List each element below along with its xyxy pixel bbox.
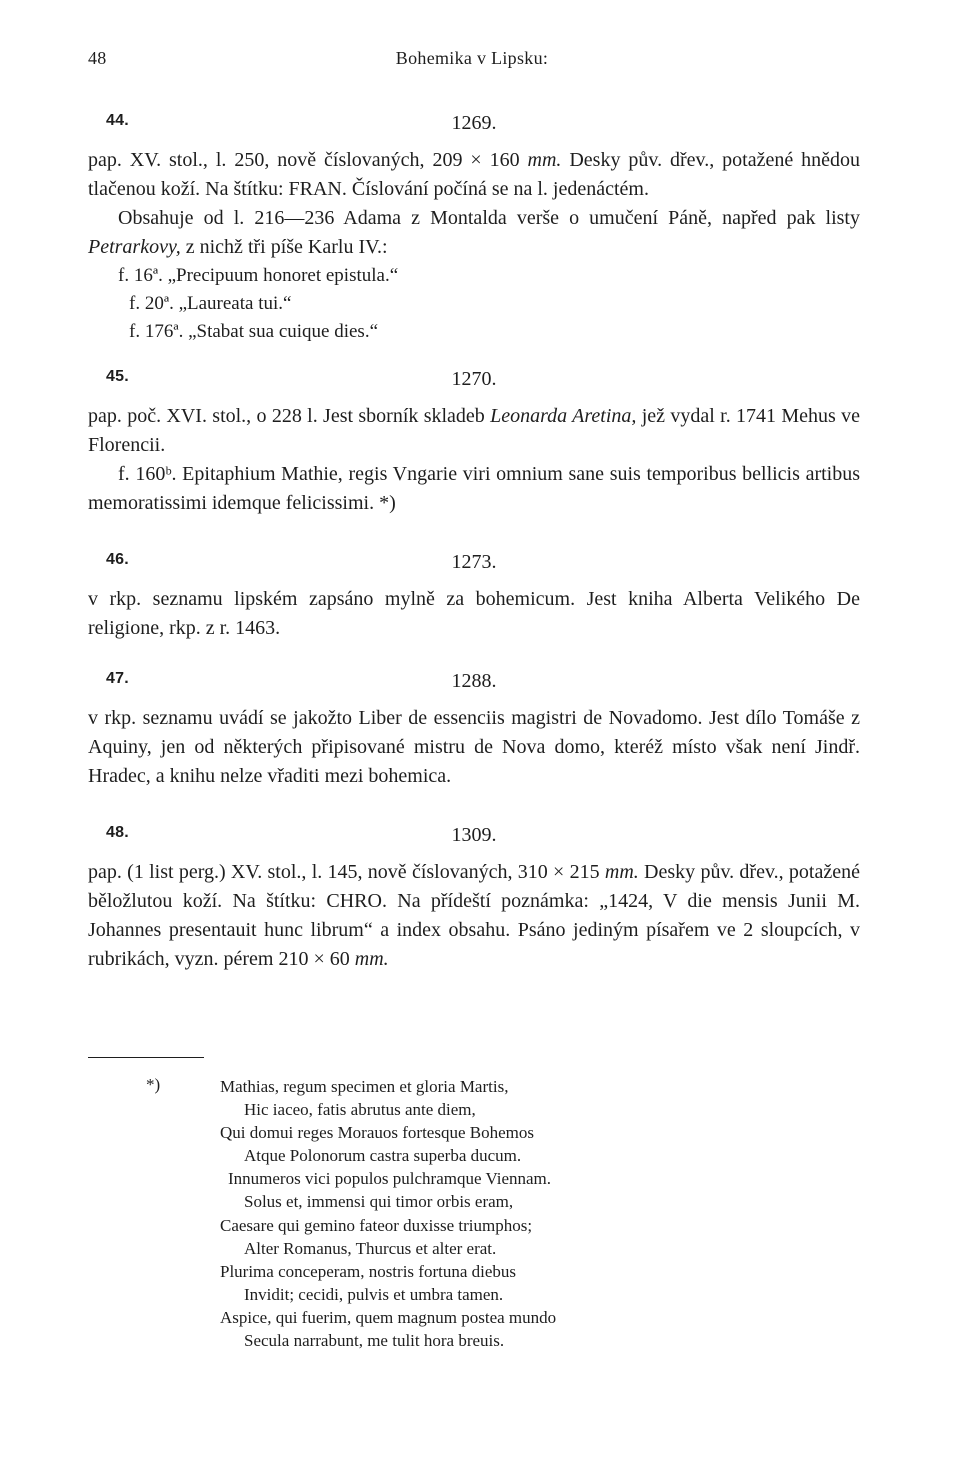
entry-spacer [88,518,860,551]
entry-paragraph [88,585,860,643]
entry-number: 45. [106,368,129,385]
text-segment: pap. poč. XVI. stol., o 228 l. Jest sborník skladeb [88,405,491,427]
page-header [88,48,856,76]
catalogue-entry [88,112,860,346]
poem-line: Aspice, qui fuerim, quem magnum postea mundo [220,1307,557,1327]
text-segment: f. 160ᵇ. Epitaphium Mathie, regis Vngarie viri omnium sane suis temporibus bellicis artibus memoratissimi idemque felicissimi. *) [88,463,860,514]
text-segment: jež vydal r. 1741 Mehus ve Florencii. [88,405,860,456]
entry-shelfmark: 1309. [451,824,497,846]
entry-number: 46. [106,551,129,568]
entry-shelfmark: 1269. [451,112,497,134]
folio-line: f. 16ª. „Precipuum honoret epistula.“ [118,265,399,286]
entry-number: 48. [106,824,129,841]
poem-line: Hic iaceo, fatis abrutus ante diem, [244,1100,476,1120]
page-number: 48 [88,48,107,68]
poem-line: Alter Romanus, Thurcus et alter erat. [244,1238,497,1258]
italic-text: Leonarda Aretina, [490,405,637,427]
italic-text: mm. [527,149,562,171]
footnote-rule [88,1057,204,1058]
entry-paragraph [88,204,860,262]
running-title: Bohemika v Lipsku: [395,48,549,68]
poem-line: Secula narrabunt, me tulit hora breuis. [244,1331,505,1351]
text-segment: v rkp. seznamu uvádí se jakožto Liber de essenciis magistri de Novadomo. Jest dílo Tomáše z Aquiny, jen od některých připisované mistru de Nova domo, kteréž místo však není Jindř. Hradec, a knihu nelze vřaditi mezi bohemica. [88,707,860,787]
text-segment: pap. XV. stol., l. 250, nově číslovaných, 209 × 160 [88,149,528,171]
entry-heading [88,112,860,146]
entry-paragraph [88,460,860,518]
footnote-poem [220,1075,740,1352]
entry-heading [88,670,860,704]
italic-text: Petrarkovy, [88,236,181,258]
folio-line: f. 20ª. „Laureata tui.“ [129,293,292,314]
entry-spacer [88,791,860,824]
poem-line: Caesare qui gemino fateor duxisse triumphos; [220,1215,533,1235]
footnote-marker: *) [146,1075,161,1094]
catalogue-entries [88,112,860,974]
entry-shelfmark: 1270. [451,368,497,390]
text-segment: Desky pův. dřev., potažené hnědou tlačenou koží. Na štítku: FRAN. Číslování počíná se na l. jedenáctém. [88,149,861,200]
text-segment: Obsahuje od l. 216—236 Adama z Montalda verše o umučení Páně, napřed pak listy [118,207,860,229]
entry-paragraph [88,146,860,204]
catalogue-entry [88,670,860,791]
poem-line: Plurima conceperam, nostris fortuna diebus [220,1261,517,1281]
folio-line: f. 176ª. „Stabat sua cuique dies.“ [129,321,379,342]
italic-text: mm. [604,861,639,883]
entry-heading [88,551,860,585]
poem-line: Solus et, immensi qui timor orbis eram, [244,1192,514,1212]
entry-shelfmark: 1288. [451,670,497,692]
entry-shelfmark: 1273. [451,551,497,573]
poem-line: Mathias, regum specimen et gloria Martis, [220,1077,509,1096]
text-segment: Desky pův. dřev., potažené běložlutou koží. Na štítku: CHRO. Na přídeští poznámka: „1424, V die mensis Junii M. Johannes presentauit hunc librum“ a index obsahu. Psáno jediným písařem ve 2 sloupcích, v rubrikách, vyzn. pérem 210 × 60 [88,861,860,970]
catalogue-entry [88,824,860,974]
entry-paragraph [88,704,860,791]
poem-line: Qui domui reges Morauos fortesque Bohemos [220,1123,534,1143]
entry-spacer [88,643,860,670]
text-segment: z nichž tři píše Karlu IV.: [180,236,388,258]
text-segment: pap. (1 list perg.) XV. stol., l. 145, nově číslovaných, 310 × 215 [88,861,605,883]
entry-heading [88,824,860,858]
entry-paragraph [88,402,860,460]
entry-spacer [88,346,860,368]
text-segment: v rkp. seznamu lipském zapsáno mylně za bohemicum. Jest kniha Alberta Velikého De religione, rkp. z r. 1463. [88,588,860,639]
poem-line: Innumeros vici populos pulchramque Viennam. [228,1169,552,1189]
italic-text: mm. [354,948,389,970]
catalogue-entry [88,551,860,643]
poem-line: Atque Polonorum castra superba ducum. [244,1146,522,1166]
catalogue-entry [88,368,860,518]
entry-paragraph [88,858,860,974]
entry-number: 47. [106,670,129,687]
entry-number: 44. [106,112,129,129]
poem-line: Invidit; cecidi, pulvis et umbra tamen. [244,1284,504,1304]
entry-heading [88,368,860,402]
